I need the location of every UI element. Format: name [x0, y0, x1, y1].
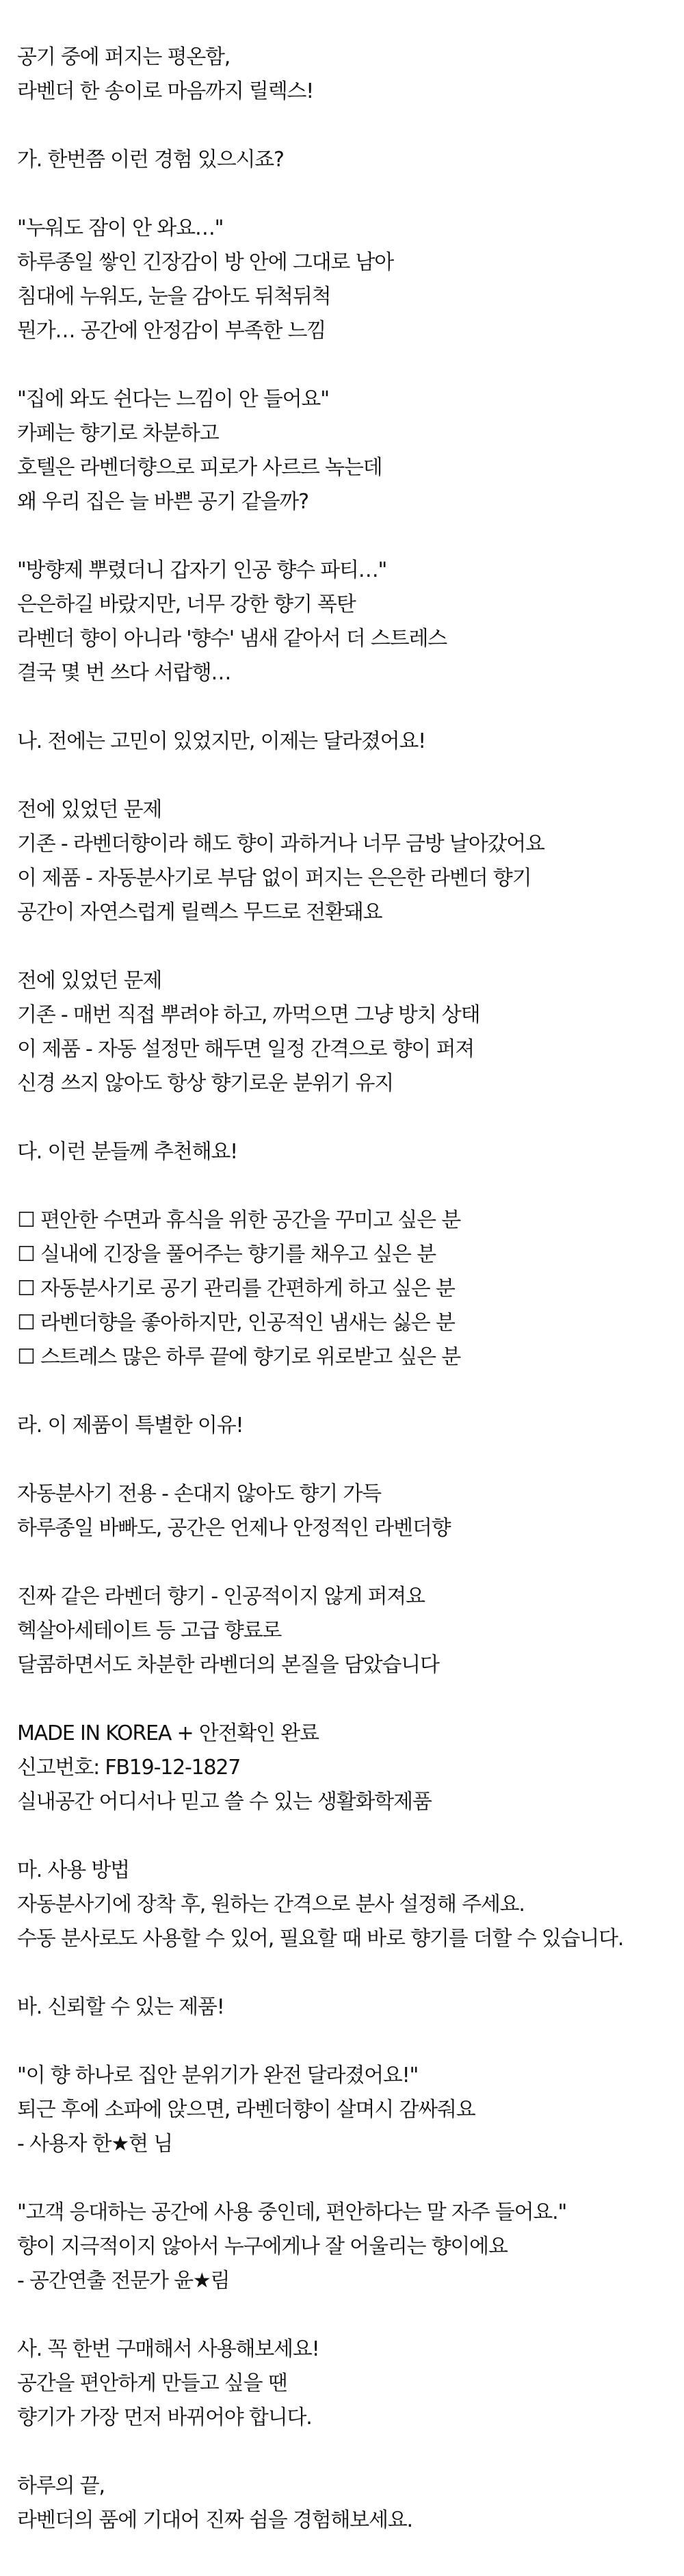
feature-2-title: 진짜 같은 라벤더 향기 - 인공적이지 않게 퍼져요: [17, 1585, 425, 1609]
section-na-heading: 나. 전에는 고민이 있었지만, 이제는 달라졌어요!: [17, 729, 425, 753]
recommend-item-5: ☐ 스트레스 많은 하루 끝에 향기로 위로받고 싶은 분: [17, 1345, 460, 1369]
review-2-author: - 공간연출 전문가 윤★림: [17, 2269, 230, 2293]
comparison-2-title: 전에 있었던 문제: [17, 969, 162, 993]
problem-2-line-1: 카페는 향기로 차분하고: [17, 421, 219, 445]
feature-1-desc: 하루종일 바빠도, 공간은 언제나 안정적인 라벤더향: [17, 1516, 451, 1540]
section-ga-heading: 가. 한번쯤 이런 경험 있으시죠?: [17, 148, 284, 172]
problem-3-line-3: 결국 몇 번 쓰다 서랍행…: [17, 661, 231, 685]
problem-3-quote: "방향제 뿌렸더니 갑자기 인공 향수 파티…": [17, 558, 387, 582]
recommend-item-1: ☐ 편안한 수면과 휴식을 위한 공간을 꾸미고 싶은 분: [17, 1208, 460, 1232]
comparison-2-note: 신경 쓰지 않아도 항상 향기로운 분위기 유지: [17, 1071, 394, 1095]
recommend-item-4: ☐ 라벤더향을 좋아하지만, 인공적인 냄새는 싫은 분: [17, 1311, 455, 1335]
problem-2-line-3: 왜 우리 집은 늘 바쁜 공기 같을까?: [17, 490, 308, 514]
usage-line-1: 자동분사기에 장착 후, 원하는 간격으로 분사 설정해 주세요.: [17, 1892, 525, 1916]
report-number: 신고번호: FB19-12-1827: [17, 1756, 241, 1780]
problem-1-line-3: 뭔가… 공간에 안정감이 부족한 느낌: [17, 319, 326, 343]
feature-2-desc-2: 달콤하면서도 차분한 라벤더의 본질을 담았습니다: [17, 1653, 439, 1677]
feature-3-desc: 실내공간 어디서나 믿고 쓸 수 있는 생활화학제품: [17, 1790, 432, 1814]
recommend-item-3: ☐ 자동분사기로 공기 관리를 간편하게 하고 싶은 분: [17, 1277, 455, 1301]
section-ma-heading: 마. 사용 방법: [17, 1858, 129, 1882]
comparison-1-title: 전에 있었던 문제: [17, 798, 162, 822]
review-2-text: 향이 지극적이지 않아서 누구에게나 잘 어울리는 향이에요: [17, 2235, 508, 2259]
section-sa-heading: 사. 꼭 한번 구매해서 사용해보세요!: [17, 2337, 319, 2361]
comparison-1-after: 이 제품 - 자동분사기로 부담 없이 퍼지는 은은한 라벤더 향기: [17, 866, 531, 890]
comparison-1-note: 공간이 자연스럽게 릴렉스 무드로 전환돼요: [17, 900, 382, 924]
comparison-2-before: 기존 - 매번 직접 뿌려야 하고, 까먹으면 그냥 방치 상태: [17, 1003, 480, 1027]
review-1-quote: "이 향 하나로 집안 분위기가 완전 달라졌어요!": [17, 2064, 419, 2087]
section-da-heading: 다. 이런 분들께 추천해요!: [17, 1140, 237, 1164]
problem-1-line-1: 하루종일 쌓인 긴장감이 방 안에 그대로 남아: [17, 250, 394, 274]
intro-line-1: 공기 중에 퍼지는 평온함,: [17, 45, 231, 69]
problem-3-line-2: 라벤더 향이 아니라 '향수' 냄새 같아서 더 스트레스: [17, 627, 447, 651]
review-2-quote: "고객 응대하는 공간에 사용 중인데, 편안하다는 말 자주 들어요.": [17, 2200, 567, 2224]
feature-1-title: 자동분사기 전용 - 손대지 않아도 향기 가득: [17, 1482, 381, 1506]
section-ba-heading: 바. 신뢰할 수 있는 제품!: [17, 1995, 224, 2019]
intro-line-2: 라벤더 한 송이로 마음까지 릴렉스!: [17, 79, 314, 103]
final-line-1: 하루의 끝,: [17, 2474, 105, 2498]
problem-2-quote: "집에 와도 쉰다는 느낌이 안 들어요": [17, 387, 329, 411]
feature-3-title: MADE IN KOREA + 안전확인 완료: [17, 1721, 319, 1745]
comparison-1-before: 기존 - 라벤더향이라 해도 향이 과하거나 너무 금방 날아갔어요: [17, 832, 544, 856]
problem-3-line-1: 은은하길 바랐지만, 너무 강한 향기 폭탄: [17, 593, 356, 616]
comparison-2-after: 이 제품 - 자동 설정만 해두면 일정 간격으로 향이 퍼져: [17, 1037, 475, 1061]
feature-2-desc-1: 헥살아세테이트 등 고급 향료로: [17, 1619, 282, 1643]
closing-line-2: 향기가 가장 먼저 바뀌어야 합니다.: [17, 2406, 312, 2430]
review-1-author: - 사용자 한★현 님: [17, 2132, 173, 2156]
problem-1-line-2: 침대에 누워도, 눈을 감아도 뒤척뒤척: [17, 285, 331, 309]
review-1-text: 퇴근 후에 소파에 앉으면, 라벤더향이 살며시 감싸줘요: [17, 2098, 475, 2122]
final-line-2: 라벤더의 품에 기대어 진짜 쉼을 경험해보세요.: [17, 2508, 412, 2532]
recommend-item-2: ☐ 실내에 긴장을 풀어주는 향기를 채우고 싶은 분: [17, 1243, 436, 1266]
section-ra-heading: 라. 이 제품이 특별한 이유!: [17, 1414, 244, 1437]
closing-line-1: 공간을 편안하게 만들고 싶을 땐: [17, 2371, 287, 2395]
problem-1-quote: "누워도 잠이 안 와요…": [17, 216, 224, 240]
problem-2-line-2: 호텔은 라벤더향으로 피로가 사르르 녹는데: [17, 456, 382, 480]
usage-line-2: 수동 분사로도 사용할 수 있어, 필요할 때 바로 향기를 더할 수 있습니다.: [17, 1927, 624, 1951]
